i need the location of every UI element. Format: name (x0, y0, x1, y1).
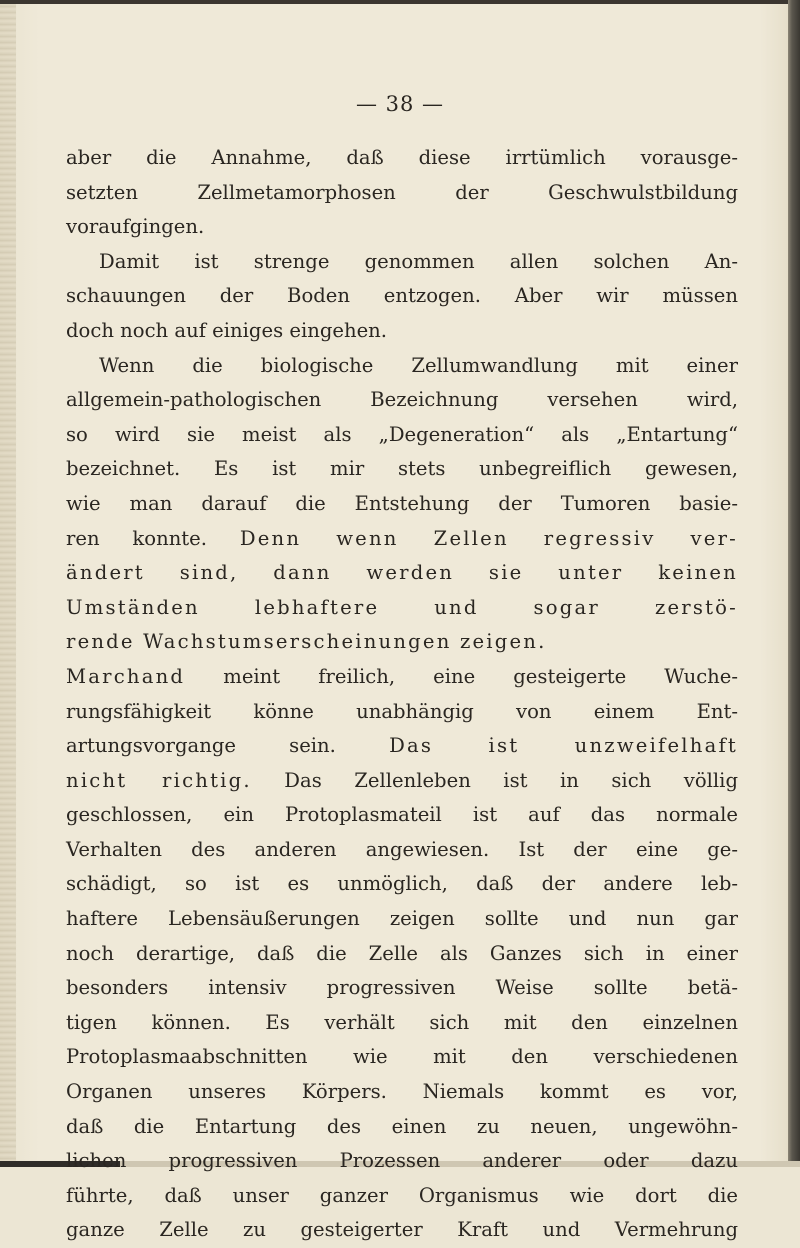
text-segment: ren konnte. (66, 526, 208, 550)
text-line: voraufgingen. (66, 215, 205, 239)
emphasized-text: Denn wenn Zellen regressiv ver- (239, 526, 738, 550)
text-line: Protoplasmaabschnitten wie mit den verschiedenen (66, 1045, 738, 1069)
text-line (66, 522, 738, 557)
text-line: bezeichnet. Es ist mir stets unbegreiflich gewesen, (66, 457, 738, 481)
scan-right-edge (788, 0, 800, 1167)
text-line: Organen unseres Körpers. Niemals kommt es vor, (66, 1080, 738, 1104)
text-line: rungsfähigkeit könne unabhängig von einem Ent- (66, 699, 738, 723)
text-line: besonders intensiv progressiven Weise sollte betä- (66, 976, 738, 1000)
text-line: schauungen der Boden entzogen. Aber wir müssen (66, 284, 738, 308)
text-line: Damit ist strenge genommen allen solchen An- (99, 249, 738, 273)
text-line: tigen können. Es verhält sich mit den einzelnen (66, 1010, 738, 1034)
text-line: ganze Zelle zu gesteigerter Kraft und Vermehrung (66, 1218, 738, 1242)
text-line: wie man darauf die Entstehung der Tumoren basie- (66, 491, 738, 515)
page-gutter-shadow (0, 0, 16, 1167)
text-line: Verhalten des anderen angewiesen. Ist der eine ge- (66, 837, 738, 861)
text-line: führte, daß unser ganzer Organismus wie dort die (66, 1183, 738, 1207)
text-line: allgemein-pathologischen Bezeichnung versehen wird, (66, 388, 738, 412)
text-line: haftere Lebensäußerungen zeigen sollte und nun gar (66, 907, 738, 931)
text-line: doch noch auf einiges eingehen. (66, 318, 388, 342)
text-line: noch derartige, daß die Zelle als Ganzes sich in einer (66, 941, 738, 965)
text-segment: Das Zellenleben ist in sich völlig (284, 768, 738, 792)
emphasized-text: Das ist unzweifelhaft (389, 734, 738, 758)
text-line: Wenn die biologische Zellumwandlung mit einer (99, 353, 738, 377)
scan-top-edge (0, 0, 800, 4)
body-text (66, 141, 738, 1248)
emphasized-text-line: Umständen lebhaftere und sogar zerstö- (66, 595, 738, 619)
text-line: aber die Annahme, daß diese irrtümlich vorausge- (66, 146, 738, 169)
text-segment: meint freilich, eine gesteigerte Wuche- (223, 664, 739, 688)
text-line: setzten Zellmetamorphosen der Geschwulstbildung (66, 180, 738, 204)
text-line: lichen progressiven Prozessen anderer oder dazu (66, 1149, 738, 1173)
text-line: daß die Entartung des einen zu neuen, ungewöhn- (66, 1114, 738, 1138)
text-line (66, 729, 738, 764)
text-line (66, 660, 738, 695)
page-number: — 38 — (355, 92, 445, 116)
emphasized-text-line: ändert sind, dann werden sie unter keinen (66, 561, 738, 585)
emphasized-text: nicht richtig. (66, 768, 252, 792)
emphasized-text-line: rende Wachstumserscheinungen zeigen. (66, 630, 547, 654)
author-name: Marchand (66, 664, 186, 688)
text-line: so wird sie meist als „Degeneration“ als „Entartung“ (66, 422, 738, 446)
text-line: schädigt, so ist es unmöglich, daß der andere leb- (66, 872, 738, 896)
text-line: geschlossen, ein Protoplasmateil ist auf das normale (66, 803, 738, 827)
text-line (66, 764, 738, 799)
text-segment: artungsvorgange sein. (66, 734, 336, 758)
